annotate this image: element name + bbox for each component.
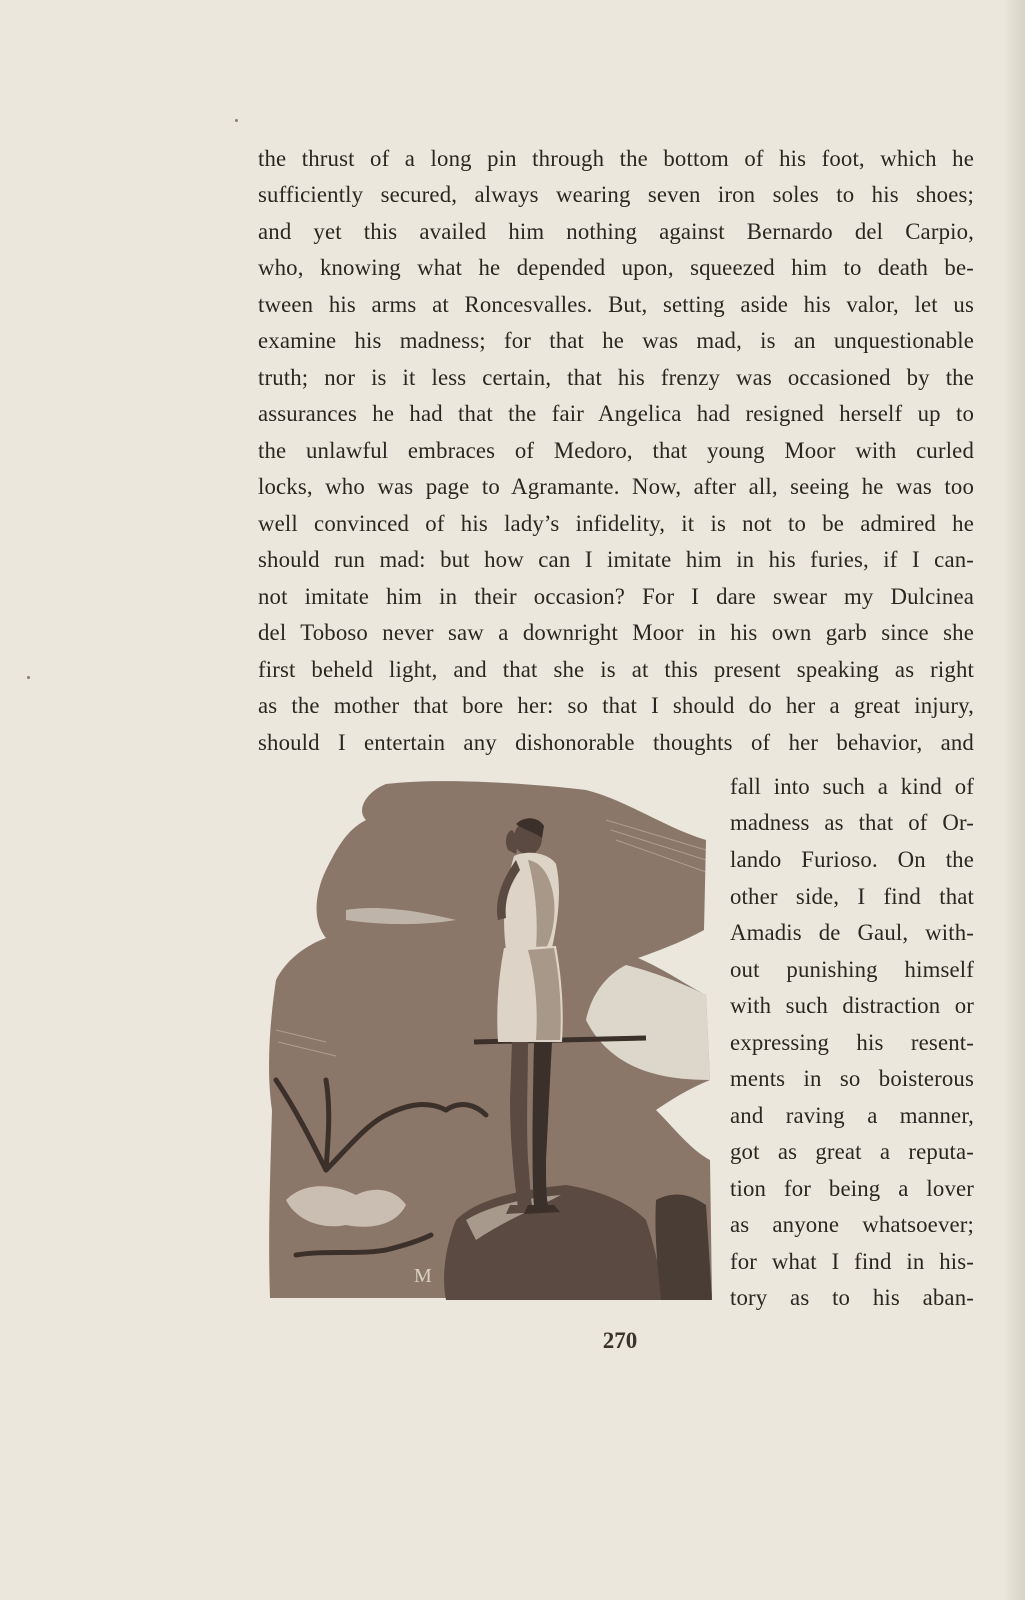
illustration-madman-on-rock xyxy=(266,780,718,1304)
side-line: got as great a reputa- xyxy=(730,1139,974,1164)
side-line: with such distraction or xyxy=(730,993,974,1018)
side-line: out punishing himself xyxy=(730,957,974,982)
page-number: 270 xyxy=(602,1328,638,1353)
side-line: other side, I find that xyxy=(730,884,974,909)
body-line: the unlawful embraces of Medoro, that young Moor with curled xyxy=(258,438,974,463)
side-line: expressing his resent- xyxy=(730,1030,974,1055)
page-edge-shadow xyxy=(1003,0,1025,1600)
side-line: Amadis de Gaul, with- xyxy=(730,920,974,945)
paper-speck xyxy=(235,119,238,122)
body-line: del Toboso never saw a downright Moor in his own garb since she xyxy=(258,620,974,645)
side-line: and raving a manner, xyxy=(730,1103,974,1128)
side-line: fall into such a kind of xyxy=(730,774,974,799)
illustration-signature: M xyxy=(414,1265,432,1287)
body-line: should I entertain any dishonorable thoughts of her behavior, and xyxy=(258,730,974,755)
body-line: as the mother that bore her: so that I should do her a great injury, xyxy=(258,693,974,718)
body-line: locks, who was page to Agramante. Now, after all, seeing he was too xyxy=(258,474,974,499)
body-line: sufficiently secured, always wearing seven iron soles to his shoes; xyxy=(258,182,974,207)
body-line: well convinced of his lady’s infidelity, it is not to be admired he xyxy=(258,511,974,536)
side-line: as anyone whatsoever; xyxy=(730,1212,974,1237)
body-line: should run mad: but how can I imitate him in his furies, if I can- xyxy=(258,547,974,572)
side-line: tory as to his aban- xyxy=(730,1285,974,1310)
body-line: examine his madness; for that he was mad, is an unquestionable xyxy=(258,328,974,353)
paper-speck xyxy=(27,676,30,679)
body-line: and yet this availed him nothing against Bernardo del Carpio, xyxy=(258,219,974,244)
body-line: tween his arms at Roncesvalles. But, setting aside his valor, let us xyxy=(258,292,974,317)
side-line: madness as that of Or- xyxy=(730,810,974,835)
body-line: truth; nor is it less certain, that his frenzy was occasioned by the xyxy=(258,365,974,390)
body-line: the thrust of a long pin through the bottom of his foot, which he xyxy=(258,146,974,171)
body-line: who, knowing what he depended upon, squeezed him to death be- xyxy=(258,255,974,280)
illustration-right-rock xyxy=(655,1195,712,1300)
side-line: ments in so boisterous xyxy=(730,1066,974,1091)
body-line: first beheld light, and that she is at this present speaking as right xyxy=(258,657,974,682)
side-line: lando Furioso. On the xyxy=(730,847,974,872)
side-line: tion for being a lover xyxy=(730,1176,974,1201)
side-line: for what I find in his- xyxy=(730,1249,974,1274)
body-line: assurances he had that the fair Angelica had resigned herself up to xyxy=(258,401,974,426)
body-line: not imitate him in their occasion? For I dare swear my Dulcinea xyxy=(258,584,974,609)
